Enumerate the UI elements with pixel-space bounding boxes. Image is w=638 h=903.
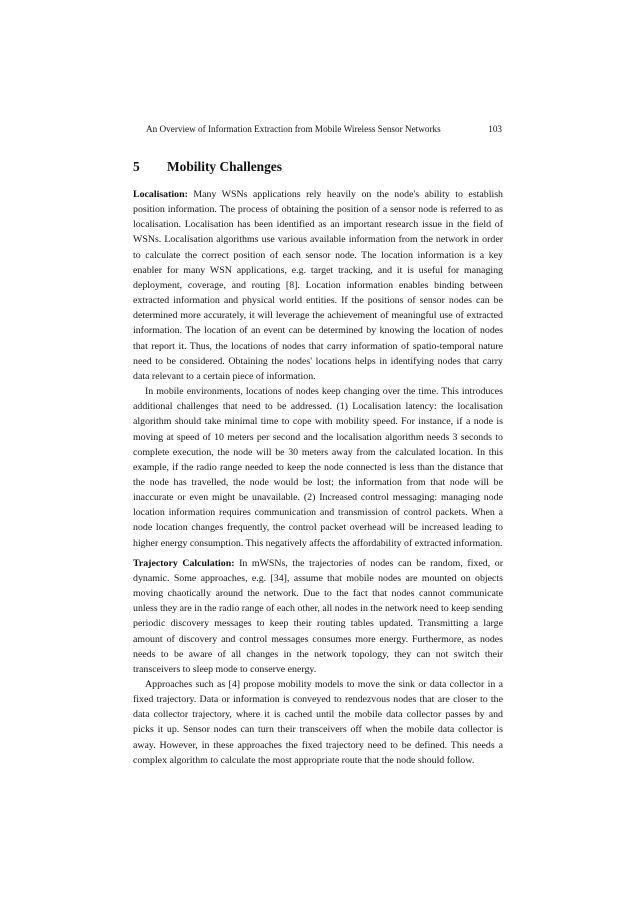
section-heading bbox=[133, 159, 282, 175]
run-in-heading-localisation: Localisation: bbox=[133, 189, 188, 200]
run-in-heading-trajectory: Trajectory Calculation: bbox=[133, 557, 235, 569]
paragraph-text: In mobile environments, locations of nodes keep changing over the time. This introduces additional challenges that need to be addressed. (1) Localisation latency: the localisation algorithm should take minimal time to cope with mobility speed. For instance, if a node is moving at speed of 10 meters per second and the localisation algorithm needs 3 seconds to complete execution, the node will be 30 meters away from the calculated location. In this example, if the radio range needed to keep the node connected is less than the distance that the node has travelled, the node would be lost; the information from that node will be inaccurate or even might be unavailable. (2) Increased control messaging: managing node location information requires communication and transmission of control packets. When a node location changes frequently, the control packet overhead will be increased leading to higher energy consumption. This negatively affects the affordability of extracted information. bbox=[133, 386, 503, 549]
paragraph-mobile-environments bbox=[133, 384, 503, 551]
paragraph-trajectory-calculation bbox=[133, 556, 503, 677]
paragraph-text: Many WSNs applications rely heavily on the node's ability to establish position information. The process of obtaining the position of a sensor node is referred to as localisation. Localisation has been identified as an important research issue in the field of WSNs. Localisation algorithms use various available information from the network in order to calculate the correct position of each sensor node. The location information is a key enabler for many WSN applications, e.g. target tracking, and it is useful for managing deployment, coverage, and routing [8]. Location information enables binding between extracted information and physical world entities. If the positions of sensor nodes can be determined more accurately, it will leverage the achievement of meaningful use of extracted information. The location of an event can be determined by knowing the location of nodes that report it. Thus, the locations of nodes that carry information of spatio-temporal nature need to be considered. Obtaining the nodes' locations helps in identifying nodes that carry data relevant to a certain piece of information. bbox=[133, 189, 503, 382]
paragraph-text: In mWSNs, the trajectories of nodes can be random, fixed, or dynamic. Some approaches, e.g. [34], assume that mobile nodes are mounted on objects moving chaotically around the network. Due to the fact that nodes cannot communicate unless they are in the radio range of each other, all nodes in the network need to keep sending periodic discovery messages to keep their routing tables updated. Transmitting a large amount of discovery and control messages consumes more energy. Furthermore, as nodes needs to be aware of all changes in the network topology, they can not switch their transceivers to sleep mode to conserve energy. bbox=[133, 557, 503, 675]
page-number: 103 bbox=[488, 124, 502, 134]
section-number: 5 bbox=[133, 159, 140, 174]
running-header bbox=[146, 123, 502, 135]
body-text bbox=[133, 187, 503, 768]
paragraph-approaches bbox=[133, 677, 503, 768]
running-title: An Overview of Information Extraction from Mobile Wireless Sensor Networks bbox=[146, 124, 441, 134]
paragraph-localisation bbox=[133, 187, 503, 384]
paragraph-text: Approaches such as [4] propose mobility models to move the sink or data collector in a fixed trajectory. Data or information is conveyed to rendezvous nodes that are closer to the data collector trajectory, where it is cached until the mobile data collector passes by and picks it up. Sensor nodes can turn their transceivers off when the mobile data collector is away. However, in these approaches the fixed trajectory need to be defined. This needs a complex algorithm to calculate the most appropriate route that the node should follow. bbox=[133, 679, 503, 766]
section-title: Mobility Challenges bbox=[167, 159, 282, 174]
